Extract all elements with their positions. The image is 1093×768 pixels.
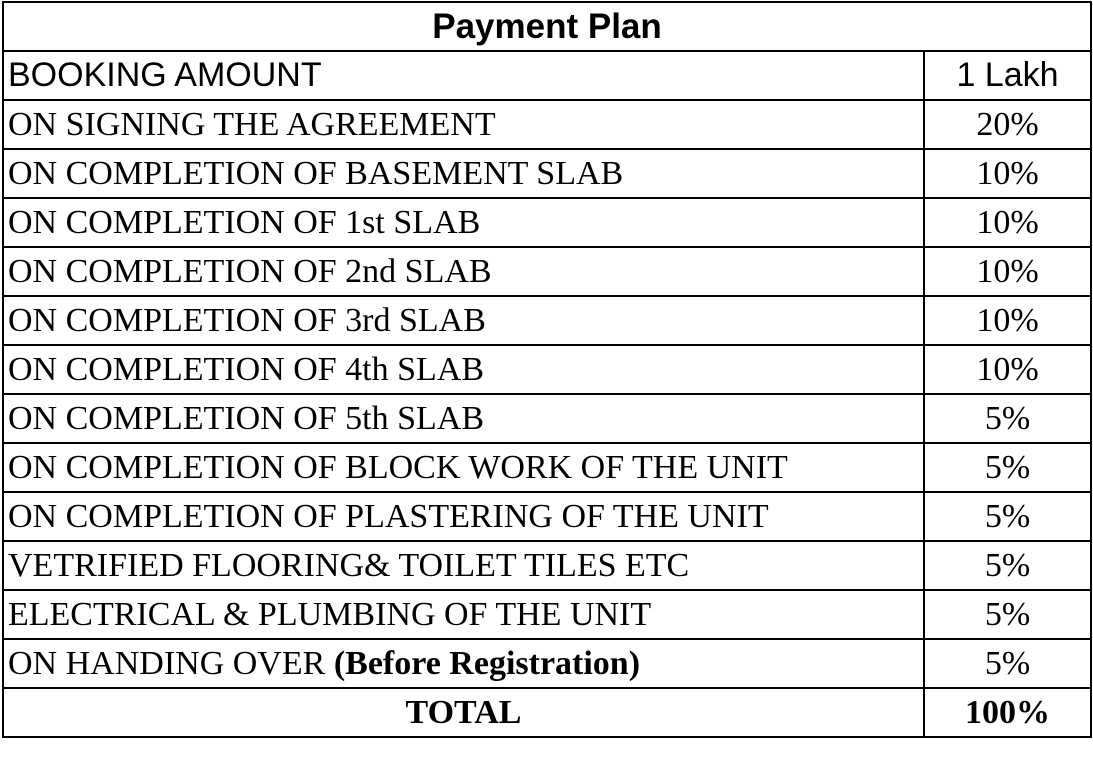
table-total-row: [3, 688, 1091, 737]
handover-label: ON HANDING OVER: [8, 645, 326, 682]
row-value: 10%: [924, 296, 1091, 345]
table-row: [3, 590, 1091, 639]
row-label: BOOKING AMOUNT: [3, 51, 924, 100]
table-row: [3, 541, 1091, 590]
table-row: [3, 443, 1091, 492]
table-row: [3, 639, 1091, 688]
handover-note: (Before Registration): [333, 645, 641, 682]
table-row: [3, 296, 1091, 345]
row-label: ON COMPLETION OF 1st SLAB: [3, 198, 924, 247]
table-header-row: [3, 2, 1091, 51]
total-value: 100%: [924, 688, 1091, 737]
row-label: ON SIGNING THE AGREEMENT: [3, 100, 924, 149]
row-value: 10%: [924, 345, 1091, 394]
table-row: [3, 198, 1091, 247]
table-title: Payment Plan: [3, 2, 1091, 51]
row-label-handover: [3, 639, 924, 688]
row-label: ON COMPLETION OF PLASTERING OF THE UNIT: [3, 492, 924, 541]
row-value: 5%: [924, 590, 1091, 639]
row-label: VETRIFIED FLOORING& TOILET TILES ETC: [3, 541, 924, 590]
row-value: 5%: [924, 443, 1091, 492]
row-value: 10%: [924, 198, 1091, 247]
row-label: ON COMPLETION OF BLOCK WORK OF THE UNIT: [3, 443, 924, 492]
row-label: ELECTRICAL & PLUMBING OF THE UNIT: [3, 590, 924, 639]
row-value: 20%: [924, 100, 1091, 149]
total-label: TOTAL: [3, 688, 924, 737]
row-value: 5%: [924, 492, 1091, 541]
row-value: 10%: [924, 247, 1091, 296]
table-row: [3, 394, 1091, 443]
row-value: 10%: [924, 149, 1091, 198]
payment-plan-table: [2, 1, 1092, 738]
row-label: ON COMPLETION OF 4th SLAB: [3, 345, 924, 394]
row-label: ON COMPLETION OF 5th SLAB: [3, 394, 924, 443]
table-row: [3, 492, 1091, 541]
table-row: [3, 51, 1091, 100]
row-value: 5%: [924, 541, 1091, 590]
row-value: 5%: [924, 394, 1091, 443]
table-row: [3, 100, 1091, 149]
table-row: [3, 345, 1091, 394]
row-label: ON COMPLETION OF BASEMENT SLAB: [3, 149, 924, 198]
row-value: 5%: [924, 639, 1091, 688]
table-row: [3, 247, 1091, 296]
row-label: ON COMPLETION OF 2nd SLAB: [3, 247, 924, 296]
table-row: [3, 149, 1091, 198]
row-value: 1 Lakh: [924, 51, 1091, 100]
row-label: ON COMPLETION OF 3rd SLAB: [3, 296, 924, 345]
